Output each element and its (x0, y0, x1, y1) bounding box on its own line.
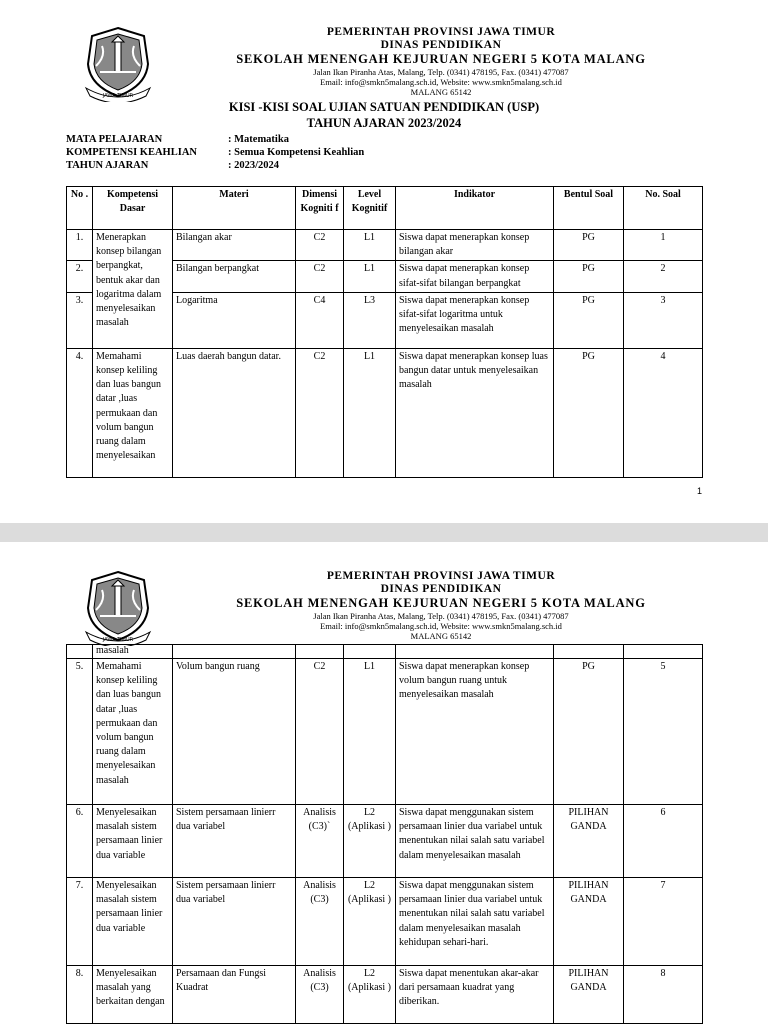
cell-indikator: Siswa dapat menentukan akar-akar dari persamaan kuadrat yang diberikan. (396, 966, 554, 1024)
cell-indikator: Siswa dapat menerapkan konsep bilangan akar (396, 230, 554, 261)
cell-dimensi: C2 (296, 659, 344, 805)
cell-no: 1. (67, 230, 93, 261)
cell-indikator: Siswa dapat menggunakan sistem persamaan linier dua variabel untuk menentukan nilai salah satu variabel dalam menyelesaikan masalah (396, 805, 554, 878)
cell-no-soal: 1 (624, 230, 703, 261)
cell-no-soal: 3 (624, 292, 703, 348)
cell-no: 2. (67, 261, 93, 292)
cell-indikator: Siswa dapat menerapkan konsep sifat-sifat bilangan berpangkat (396, 261, 554, 292)
letterhead-address: Jalan Ikan Piranha Atas, Malang, Telp. (0341) 478195, Fax. (0341) 477087 (313, 67, 569, 77)
document-subtitle: TAHUN AJARAN 2023/2024 (306, 116, 462, 130)
header-level-kognitif: Level Kognitif (344, 187, 396, 230)
cell-bentuk-soal: PG (554, 659, 624, 805)
cell-indikator (396, 645, 554, 659)
cell-materi: Volum bangun ruang (173, 659, 296, 805)
cell-dimensi: C2 (296, 261, 344, 292)
cell-no (67, 645, 93, 659)
cell-materi (173, 645, 296, 659)
page-number: 1 (696, 486, 702, 496)
cell-no-soal: 6 (624, 805, 703, 878)
cell-indikator: Siswa dapat menggunakan sistem persamaan linier dua variabel untuk menentukan nilai salah satu variabel dalam menyelesaikan masalah kehidupan sehari-hari. (396, 878, 554, 966)
meta-value: : 2023/2024 (228, 160, 280, 171)
table-row (67, 645, 703, 659)
cell-materi: Logaritma (173, 292, 296, 348)
cell-no-soal (624, 645, 703, 659)
cell-no-soal: 8 (624, 966, 703, 1024)
cell-kompetensi-dasar: Memahami konsep keliling dan luas bangun datar ,luas permukaan dan volum bangun ruang dalam menyelesaikan (93, 348, 173, 477)
cell-indikator: Siswa dapat menerapkan konsep luas bangun datar untuk menyelesaikan masalah (396, 348, 554, 477)
cell-level: L1 (344, 348, 396, 477)
cell-bentuk-soal: PG (554, 292, 624, 348)
cell-no: 5. (67, 659, 93, 805)
table-row (67, 230, 703, 261)
header-kompetensi-dasar: Kompetensi Dasar (93, 187, 173, 230)
letterhead-government: PEMERINTAH PROVINSI JAWA TIMUR (326, 26, 556, 38)
cell-bentuk-soal: PILIHAN GANDA (554, 878, 624, 966)
cell-kompetensi-dasar: masalah (93, 645, 173, 659)
letterhead-contact: Email: info@smkn5malang.sch.id, Website: www.smkn5malang.sch.id (320, 77, 562, 87)
cell-dimensi: C4 (296, 292, 344, 348)
cell-no: 8. (67, 966, 93, 1024)
cell-bentuk-soal: PILIHAN GANDA (554, 805, 624, 878)
cell-no-soal: 2 (624, 261, 703, 292)
meta-value: : Semua Kompetensi Keahlian (228, 147, 365, 158)
cell-no-soal: 4 (624, 348, 703, 477)
cell-kompetensi-dasar: Menyelesaikan masalah sistem persamaan linier dua variable (93, 805, 173, 878)
cell-bentuk-soal: PG (554, 261, 624, 292)
header-no-soal: No. Soal (624, 187, 703, 230)
cell-level: L2 (Aplikasi ) (344, 966, 396, 1024)
cell-kompetensi-dasar: Menerapkan konsep bilangan berpangkat, bentuk akar dan logaritma dalam menyelesaikan masalah (93, 230, 173, 349)
letterhead-text (176, 26, 706, 97)
document-meta (66, 133, 364, 172)
cell-materi: Sistem persamaan linierr dua variabel (173, 878, 296, 966)
cell-dimensi: Analisis (C3) (296, 966, 344, 1024)
letterhead-address: Jalan Ikan Piranha Atas, Malang, Telp. (0341) 478195, Fax. (0341) 477087 (313, 611, 569, 621)
header-dimensi-kognitif: Dimensi Kogniti f (296, 187, 344, 230)
cell-no: 3. (67, 292, 93, 348)
cell-indikator: Siswa dapat menerapkan konsep sifat-sifat logaritma untuk menyelesaikan masalah (396, 292, 554, 348)
letterhead-school: SEKOLAH MENENGAH KEJURUAN NEGERI 5 KOTA MALANG (236, 52, 646, 66)
header-no: No . (67, 187, 93, 230)
svg-text:JAWA TIMUR: JAWA TIMUR (102, 637, 134, 643)
cell-no-soal: 7 (624, 878, 703, 966)
meta-value: : Matematika (228, 134, 289, 145)
grid-table-page-1 (66, 186, 703, 478)
header-materi: Materi (173, 187, 296, 230)
cell-dimensi: C2 (296, 348, 344, 477)
table-row (67, 966, 703, 1024)
cell-materi: Luas daerah bangun datar. (173, 348, 296, 477)
letterhead-text (176, 570, 706, 641)
cell-no: 4. (67, 348, 93, 477)
letterhead (66, 20, 702, 99)
cell-level: L1 (344, 230, 396, 261)
cell-materi: Bilangan akar (173, 230, 296, 261)
letterhead-department: DINAS PENDIDIKAN (380, 583, 502, 595)
cell-materi: Bilangan berpangkat (173, 261, 296, 292)
letterhead-department: DINAS PENDIDIKAN (380, 39, 502, 51)
table-row (67, 348, 703, 477)
meta-key: MATA PELAJARAN (66, 134, 163, 145)
cell-level: L3 (344, 292, 396, 348)
cell-kompetensi-dasar: Memahami konsep keliling dan luas bangun datar ,luas permukaan dan volum bangun ruang dalam menyelesaikan masalah (93, 659, 173, 805)
letterhead-government: PEMERINTAH PROVINSI JAWA TIMUR (326, 570, 556, 582)
cell-no: 7. (67, 878, 93, 966)
cell-materi: Persamaan dan Fungsi Kuadrat (173, 966, 296, 1024)
letterhead-city: MALANG 65142 (410, 631, 472, 641)
cell-level: L1 (344, 659, 396, 805)
letterhead-contact: Email: info@smkn5malang.sch.id, Website: www.smkn5malang.sch.id (320, 621, 562, 631)
jawa-timur-emblem-icon (82, 26, 154, 102)
table-row (67, 878, 703, 966)
cell-no-soal: 5 (624, 659, 703, 805)
cell-no: 6. (67, 805, 93, 878)
table-row (67, 659, 703, 805)
cell-dimensi: Analisis (C3) (296, 878, 344, 966)
letterhead (66, 564, 702, 643)
cell-kompetensi-dasar: Menyelesaikan masalah sistem persamaan linier dua variable (93, 878, 173, 966)
cell-level: L1 (344, 261, 396, 292)
cell-dimensi: C2 (296, 230, 344, 261)
cell-level: L2 (Aplikasi ) (344, 878, 396, 966)
meta-key: KOMPETENSI KEAHLIAN (66, 147, 197, 158)
letterhead-school: SEKOLAH MENENGAH KEJURUAN NEGERI 5 KOTA MALANG (236, 596, 646, 610)
grid-table-page-2 (66, 644, 703, 1024)
header-indikator: Indikator (396, 187, 554, 230)
jawa-timur-emblem-icon (82, 570, 154, 646)
cell-indikator: Siswa dapat menerapkan konsep volum bangun ruang untuk menyelesaikan masalah (396, 659, 554, 805)
cell-level (344, 645, 396, 659)
document-title: KISI -KISI SOAL UJIAN SATUAN PENDIDIKAN (USP) (228, 100, 540, 114)
cell-bentuk-soal: PG (554, 230, 624, 261)
svg-text:JAWA TIMUR: JAWA TIMUR (102, 93, 134, 99)
cell-dimensi (296, 645, 344, 659)
cell-bentuk-soal: PG (554, 348, 624, 477)
header-bentuk-soal: Bentul Soal (554, 187, 624, 230)
cell-kompetensi-dasar: Menyelesaikan masalah yang berkaitan dengan (93, 966, 173, 1024)
table-header-row (67, 187, 703, 230)
cell-level: L2 (Aplikasi ) (344, 805, 396, 878)
letterhead-city: MALANG 65142 (410, 87, 472, 97)
table-row (67, 805, 703, 878)
cell-materi: Sistem persamaan linierr dua variabel (173, 805, 296, 878)
meta-key: TAHUN AJARAN (66, 160, 149, 171)
cell-bentuk-soal: PILIHAN GANDA (554, 966, 624, 1024)
cell-bentuk-soal (554, 645, 624, 659)
cell-dimensi: Analisis (C3)` (296, 805, 344, 878)
